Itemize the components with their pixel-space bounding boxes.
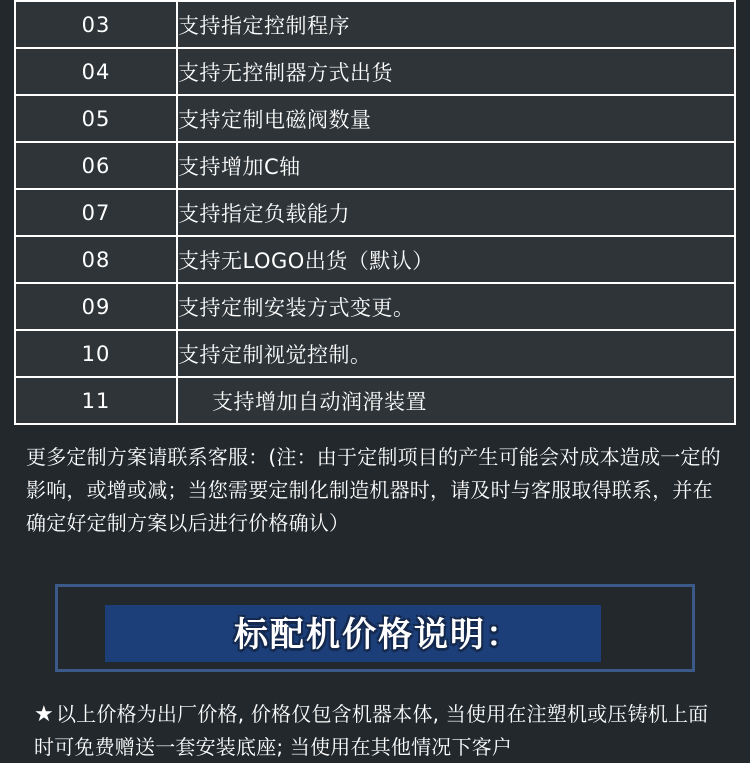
row-number: 08	[15, 236, 177, 283]
row-description: 支持增加C轴	[177, 142, 735, 189]
table-row	[15, 142, 735, 189]
row-number: 11	[15, 377, 177, 424]
row-number: 07	[15, 189, 177, 236]
row-number: 06	[15, 142, 177, 189]
row-number: 09	[15, 283, 177, 330]
row-description: 支持指定控制程序	[177, 1, 735, 48]
row-description: 支持定制安装方式变更。	[177, 283, 735, 330]
row-description: 支持增加自动润滑装置	[177, 377, 735, 424]
row-description: 支持无LOGO出货（默认）	[177, 236, 735, 283]
row-description: 支持无控制器方式出货	[177, 48, 735, 95]
row-number: 03	[15, 1, 177, 48]
row-number: 10	[15, 330, 177, 377]
table-row	[15, 377, 735, 424]
customization-note: 更多定制方案请联系客服：(注：由于定制项目的产生可能会对成本造成一定的影响，或增或减；当您需要定制化制造机器时，请及时与客服取得联系，并在确定好定制方案以后进行价格确认）	[26, 445, 721, 535]
table-row	[15, 48, 735, 95]
table-row	[15, 189, 735, 236]
table-row	[15, 283, 735, 330]
banner-title: 标配机价格说明：	[234, 614, 522, 655]
table-row	[15, 1, 735, 48]
price-note-banner	[55, 584, 695, 672]
table-row	[15, 236, 735, 283]
star-icon: ★	[34, 702, 54, 727]
row-description: 支持定制电磁阀数量	[177, 95, 735, 142]
table-body	[15, 1, 735, 424]
row-description: 支持定制视觉控制。	[177, 330, 735, 377]
row-number: 05	[15, 95, 177, 142]
custom-options-table	[14, 0, 736, 425]
price-description-paragraph	[34, 698, 722, 763]
row-number: 04	[15, 48, 177, 95]
table-row	[15, 330, 735, 377]
row-description: 支持指定负载能力	[177, 189, 735, 236]
price-description-text: 以上价格为出厂价格, 价格仅包含机器本体, 当使用在注塑机或压铸机上面时可免费赠送一套安装底座; 当使用在其他情况下客户	[34, 702, 709, 759]
table-row	[15, 95, 735, 142]
